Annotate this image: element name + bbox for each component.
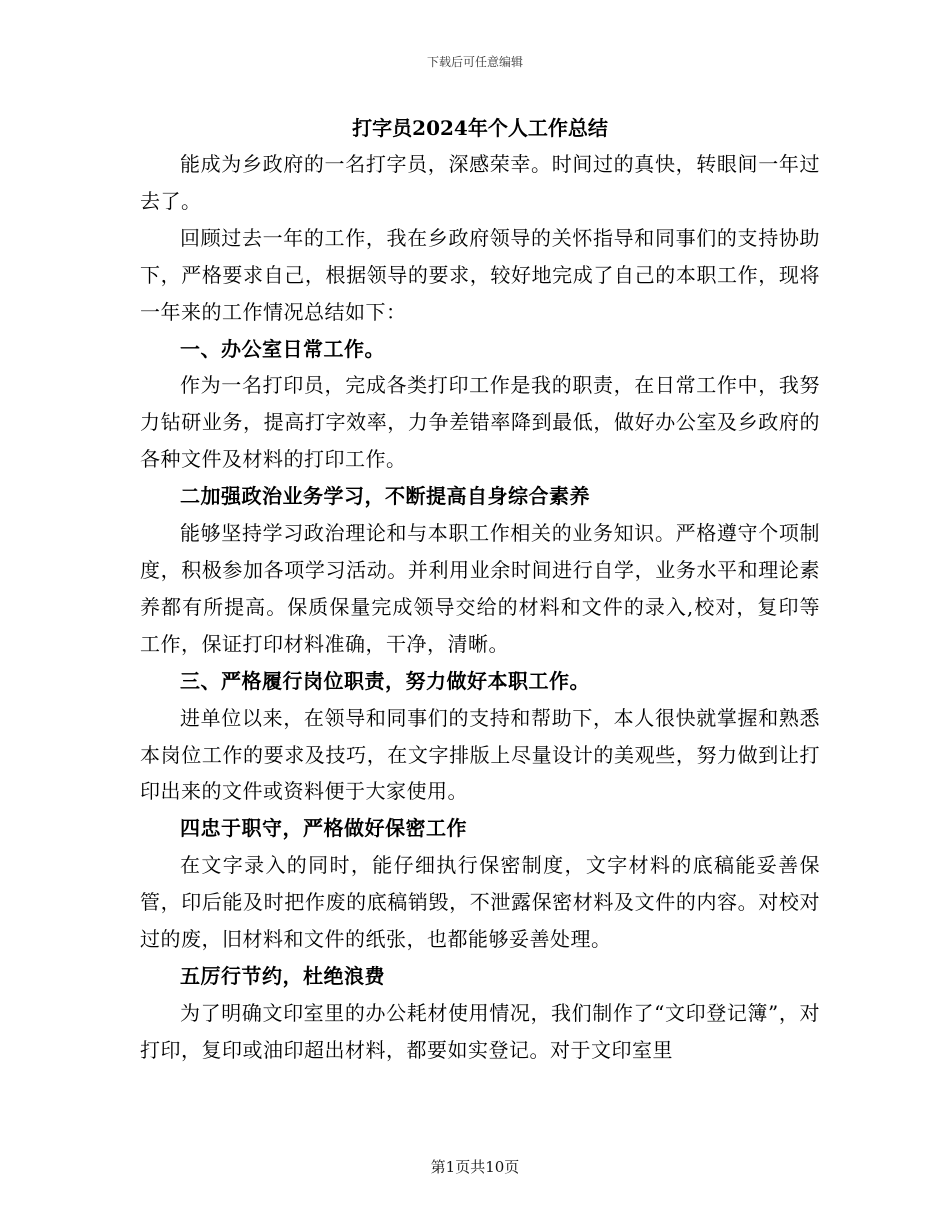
document-body xyxy=(140,114,820,1069)
review-paragraph: 回顾过去一年的工作，我在乡政府领导的关怀指导和同事们的支持协助下，严格要求自己，根据领导的要求，较好地完成了自己的本职工作，现将一年来的工作情况总结如下： xyxy=(140,225,820,324)
section-2-heading: 二加强政治业务学习，不断提高自身综合素养 xyxy=(180,484,590,509)
document-title: 打字员2024年个人工作总结 xyxy=(352,116,608,140)
section-4-heading: 四忠于职守，严格做好保密工作 xyxy=(180,816,467,841)
section-1-body: 作为一名打印员，完成各类打印工作是我的职责，在日常工作中，我努力钻研业务，提高打字效率，力争差错率降到最低，做好办公室及乡政府的各种文件及材料的打印工作。 xyxy=(140,373,820,472)
section-5-body: 为了明确文印室里的办公耗材使用情况，我们制作了“文印登记簿”，对打印，复印或油印超出材料，都要如实登记。对于文印室里 xyxy=(140,1000,820,1062)
section-2-body: 能够坚持学习政治理论和与本职工作相关的业务知识。严格遵守个项制度，积极参加各项学习活动。并利用业余时间进行自学，业务水平和理论素养都有所提高。保质保量完成领导交给的材料和文件的录入,校对，复印等工作，保证打印材料准确，干净，清晰。 xyxy=(140,521,820,656)
section-3-body: 进单位以来，在领导和同事们的支持和帮助下，本人很快就掌握和熟悉本岗位工作的要求及技巧，在文字排版上尽量设计的美观些，努力做到让打印出来的文件或资料便于大家使用。 xyxy=(140,705,820,804)
section-3-heading: 三、严格履行岗位职责，努力做好本职工作。 xyxy=(180,668,590,693)
section-1-heading: 一、办公室日常工作。 xyxy=(180,336,385,361)
section-4-body: 在文字录入的同时，能仔细执行保密制度，文字材料的底稿能妥善保管，印后能及时把作废的底稿销毁，不泄露保密材料及文件的内容。对校对过的废，旧材料和文件的纸张，也都能够妥善处理。 xyxy=(140,853,820,952)
page-indicator: 第1页共10页 xyxy=(430,1158,520,1176)
intro-paragraph: 能成为乡政府的一名打字员，深感荣幸。时间过的真快，转眼间一年过去了。 xyxy=(140,152,820,213)
header-note: 下载后可任意编辑 xyxy=(426,55,523,69)
section-5-heading: 五厉行节约，杜绝浪费 xyxy=(180,963,385,988)
